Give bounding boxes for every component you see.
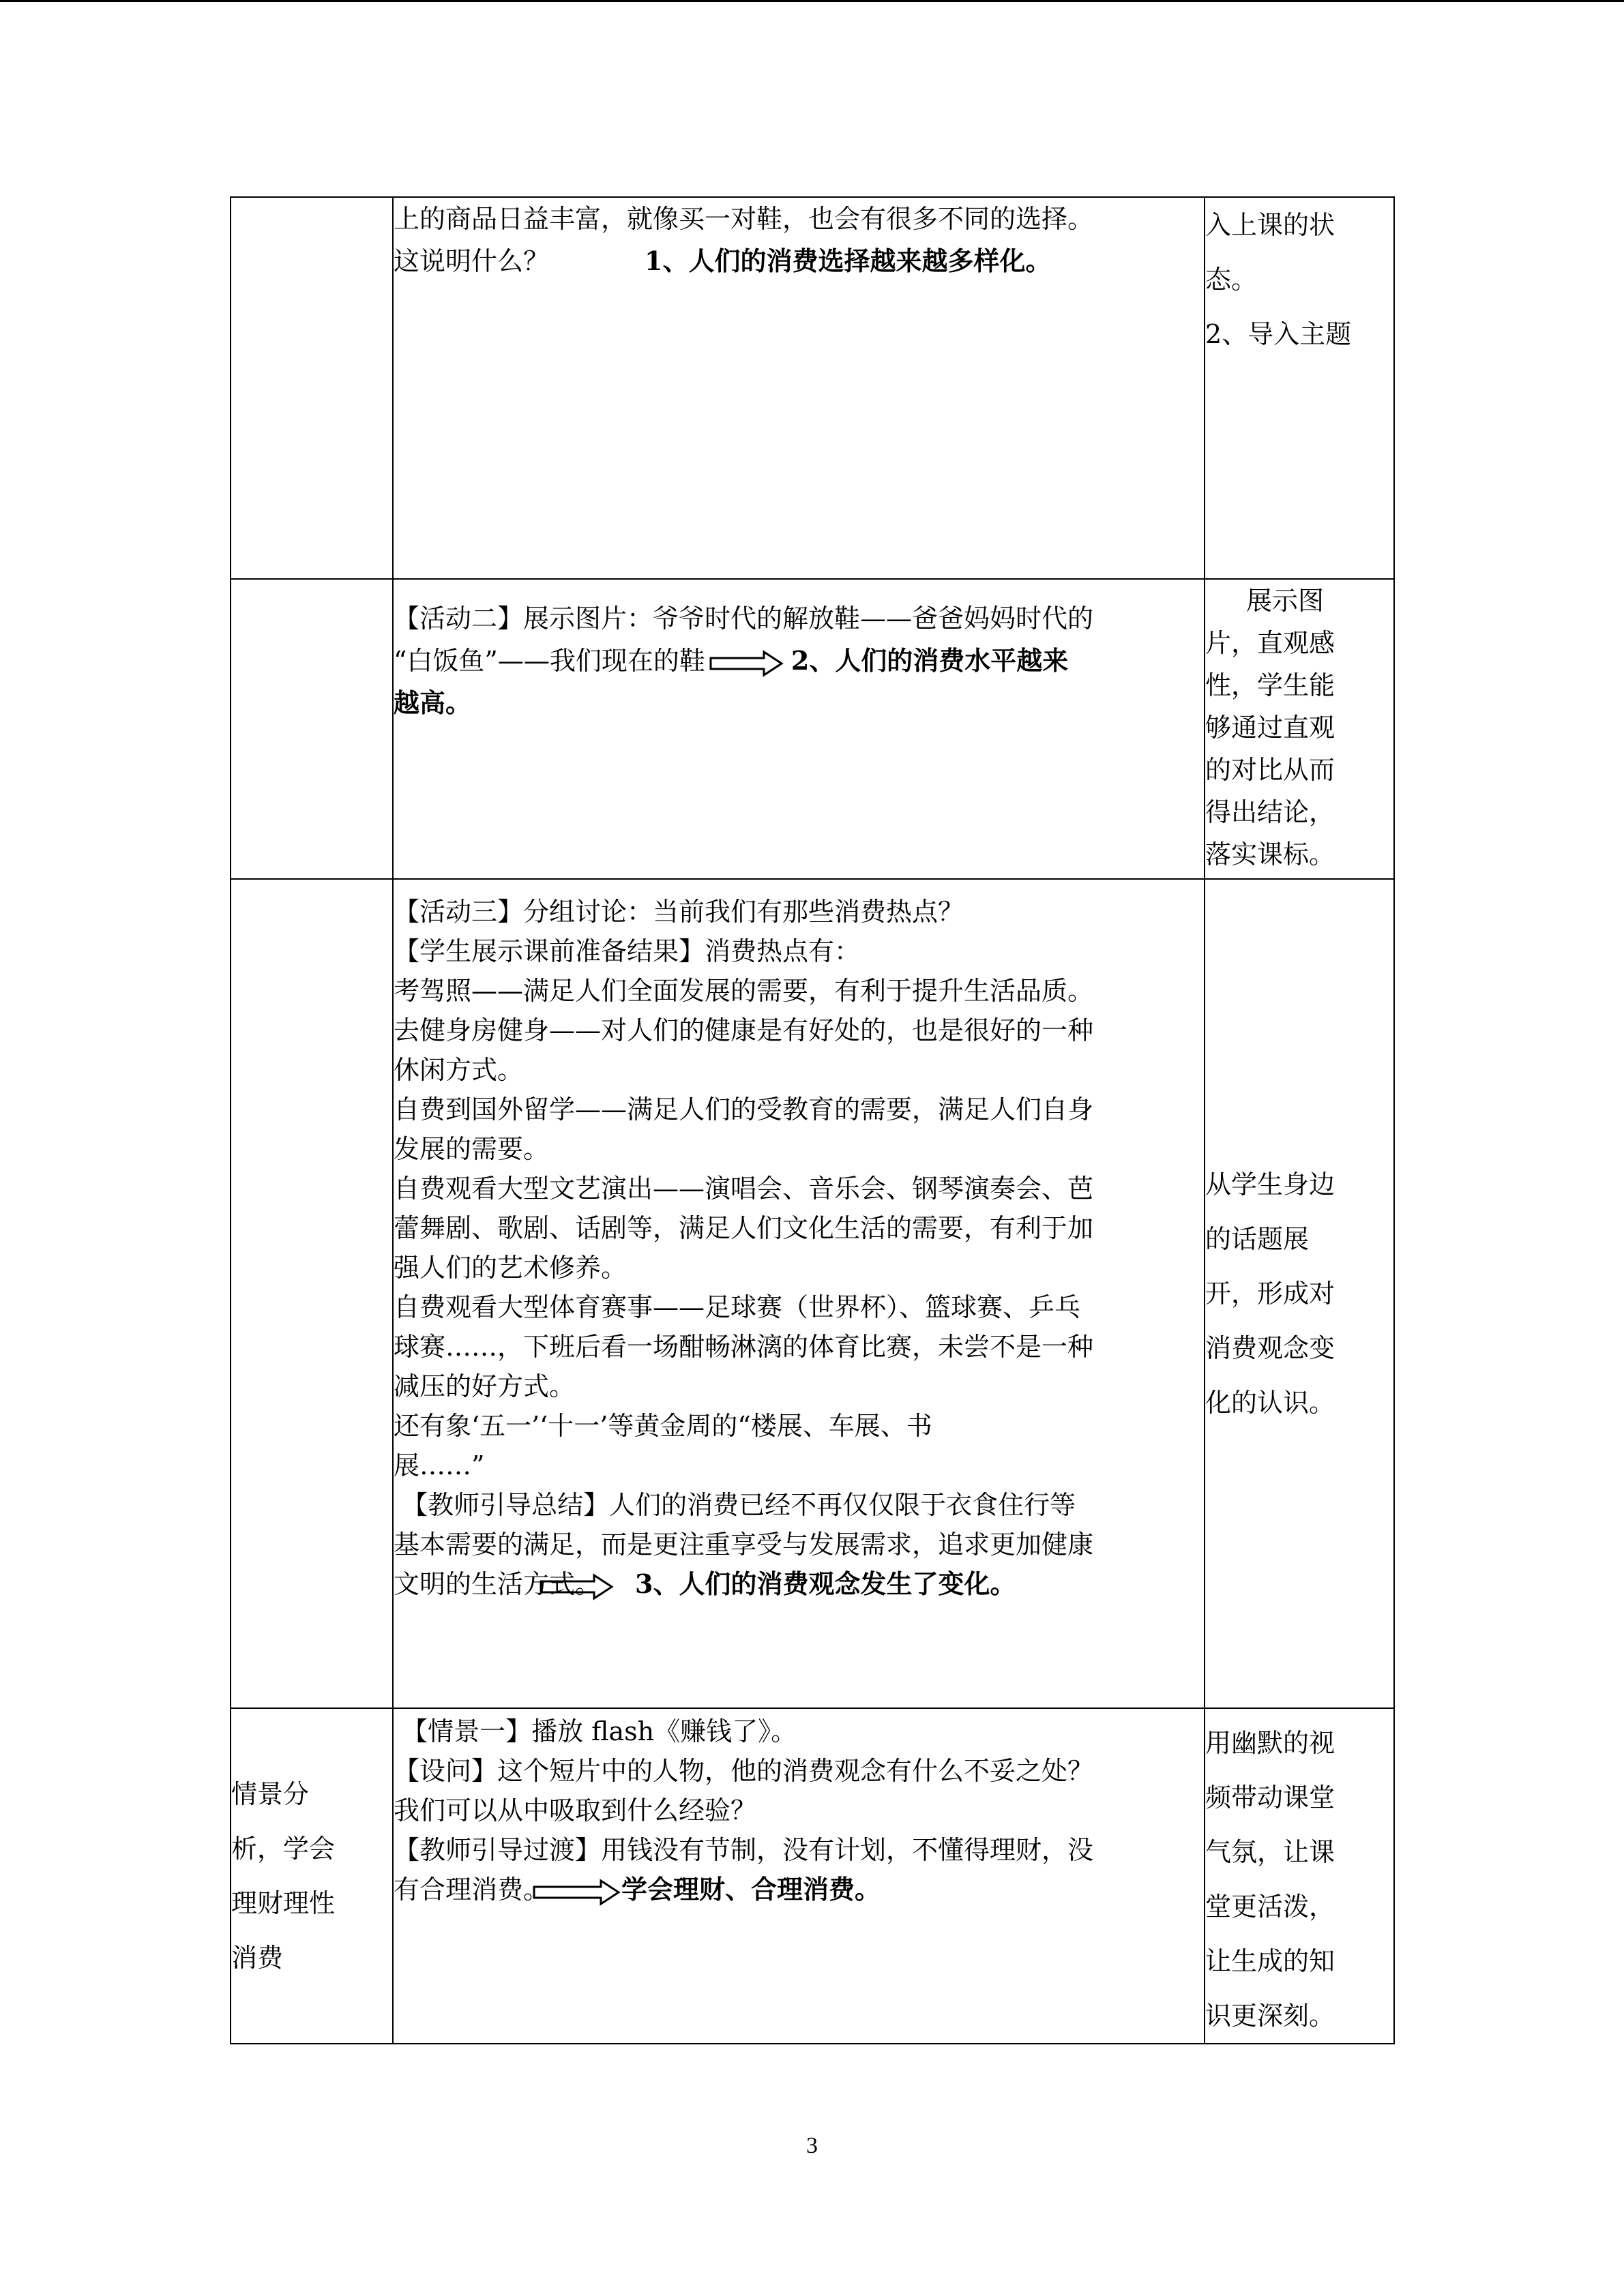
text-line-with-arrow: [394, 1870, 1204, 1909]
note-line: 从学生身边: [1205, 1169, 1335, 1199]
arrow-right-icon: [533, 1879, 621, 1906]
conclusion-text: 3、人们的消费观念发生了变化。: [635, 1568, 1016, 1599]
note-line: 够通过直观: [1205, 713, 1335, 743]
section-title-line: 消费: [231, 1943, 284, 1973]
conclusion-text: 学会理财、合理消费。: [621, 1874, 881, 1905]
note-line: 落实课标。: [1205, 839, 1335, 869]
note-line: 2、导入主题: [1205, 319, 1352, 349]
note-cell: [1205, 197, 1394, 579]
text-line: 我们可以从中吸取到什么经验？: [394, 1795, 757, 1825]
section-cell-empty: [231, 879, 393, 1708]
note-line: 片，直观感: [1205, 628, 1335, 658]
text-line-with-arrow: [394, 1564, 1204, 1604]
text-line: 蕾舞剧、歌剧、话剧等，满足人们文化生活的需要，有利于加: [394, 1213, 1094, 1243]
text-line: 【学生展示课前准备结果】消费热点有：: [394, 936, 861, 966]
text-line: 去健身房健身——对人们的健康是有好处的，也是很好的一种: [394, 1015, 1094, 1045]
table-row: [231, 879, 1394, 1708]
text-line: 考驾照——满足人们全面发展的需要，有利于提升生活品质。: [394, 976, 1094, 1006]
table-row: [231, 579, 1394, 879]
text-line: 发展的需要。: [394, 1134, 550, 1164]
text-fragment: 有合理消费。: [394, 1875, 550, 1905]
note-cell: [1205, 1708, 1394, 2044]
note-line: 性，学生能: [1205, 670, 1335, 700]
section-cell-empty: [231, 197, 393, 579]
lesson-plan-table: [230, 196, 1395, 2044]
text-line: 球赛……，下班后看一场酣畅淋漓的体育比赛，未尝不是一种: [394, 1332, 1094, 1362]
text-line: 展……”: [394, 1450, 485, 1480]
conclusion-text: 1、人们的消费选择越来越多样化。: [645, 245, 1052, 276]
text-line: 减压的好方式。: [394, 1371, 576, 1401]
text-line: 自费观看大型体育赛事——足球赛（世界杯）、篮球赛、乒乓: [394, 1292, 1081, 1322]
note-line: 态。: [1205, 265, 1258, 295]
activity-cell: [393, 879, 1205, 1708]
text-line: 强人们的艺术修养。: [394, 1253, 628, 1283]
text-line: 休闲方式。: [394, 1055, 524, 1085]
section-title-line: 析，学会: [231, 1834, 336, 1864]
text-line-with-arrow: [394, 640, 1204, 682]
table-row: [231, 197, 1394, 579]
note-line: 识更深刻。: [1205, 2001, 1335, 2031]
arrow-right-icon: [709, 650, 784, 677]
activity-cell: [393, 197, 1205, 579]
text-line: 【情景一】播放 flash《赚钱了》。: [394, 1716, 797, 1746]
conclusion-text-cont: 越高。: [394, 687, 472, 718]
text-line: 还有象‘五一’‘十一’等黄金周的“楼展、车展、书: [394, 1411, 932, 1441]
text-line: 基本需要的满足，而是更注重享受与发展需求，追求更加健康: [394, 1530, 1094, 1560]
note-line: 的话题展: [1205, 1224, 1310, 1254]
note-line: 堂更活泼，: [1205, 1892, 1335, 1922]
activity-cell: [393, 1708, 1205, 2044]
text-line: 【教师引导过渡】用钱没有节制，没有计划，不懂得理财，没: [394, 1835, 1094, 1865]
section-title-line: 理财理性: [231, 1888, 336, 1918]
table-row: [231, 1708, 1394, 2044]
note-line: 开，形成对: [1205, 1279, 1335, 1309]
text-line: 上的商品日益丰富，就像买一对鞋，也会有很多不同的选择。: [394, 204, 1094, 234]
text-fragment: “白饭鱼”——我们现在的鞋: [394, 646, 705, 676]
section-title-line: 情景分: [231, 1779, 310, 1809]
note-line: 用幽默的视: [1205, 1728, 1335, 1758]
note-line: 的对比从而: [1205, 755, 1335, 785]
text-line: 【活动三】分组讨论：当前我们有那些消费热点？: [394, 897, 964, 927]
text-fragment: 文明的生活方式。: [394, 1569, 602, 1599]
note-line: 气氛，让课: [1205, 1837, 1335, 1867]
question-line: [394, 240, 1204, 282]
note-line: 展示图: [1246, 586, 1325, 616]
note-line: 消费观念变: [1205, 1333, 1335, 1363]
page-number: 3: [806, 2133, 818, 2158]
note-line: 化的认识。: [1205, 1388, 1335, 1418]
activity-cell: [393, 579, 1205, 879]
note-cell: [1205, 879, 1394, 1708]
text-line: 【教师引导总结】人们的消费已经不再仅仅限于衣食住行等: [394, 1490, 1076, 1520]
section-cell-empty: [231, 579, 393, 879]
question-text: 这说明什么？: [394, 246, 550, 276]
note-line: 让生成的知: [1205, 1946, 1335, 1976]
note-line: 频带动课堂: [1205, 1783, 1335, 1813]
text-line: 【活动二】展示图片：爷爷时代的解放鞋——爸爸妈妈时代的: [394, 603, 1094, 633]
note-cell: [1205, 579, 1394, 879]
text-line: 自费观看大型文艺演出——演唱会、音乐会、钢琴演奏会、芭: [394, 1174, 1094, 1204]
note-line: 入上课的状: [1205, 210, 1335, 240]
conclusion-text: 2、人们的消费水平越来: [791, 645, 1069, 676]
note-line: 得出结论，: [1205, 797, 1335, 827]
text-line: 【设问】这个短片中的人物，他的消费观念有什么不妥之处？: [394, 1756, 1094, 1786]
section-title-cell: [231, 1708, 393, 2044]
arrow-right-icon: [540, 1573, 615, 1600]
top-border-rule: [0, 0, 1624, 2]
text-line: 自费到国外留学——满足人们的受教育的需要，满足人们自身: [394, 1094, 1094, 1124]
